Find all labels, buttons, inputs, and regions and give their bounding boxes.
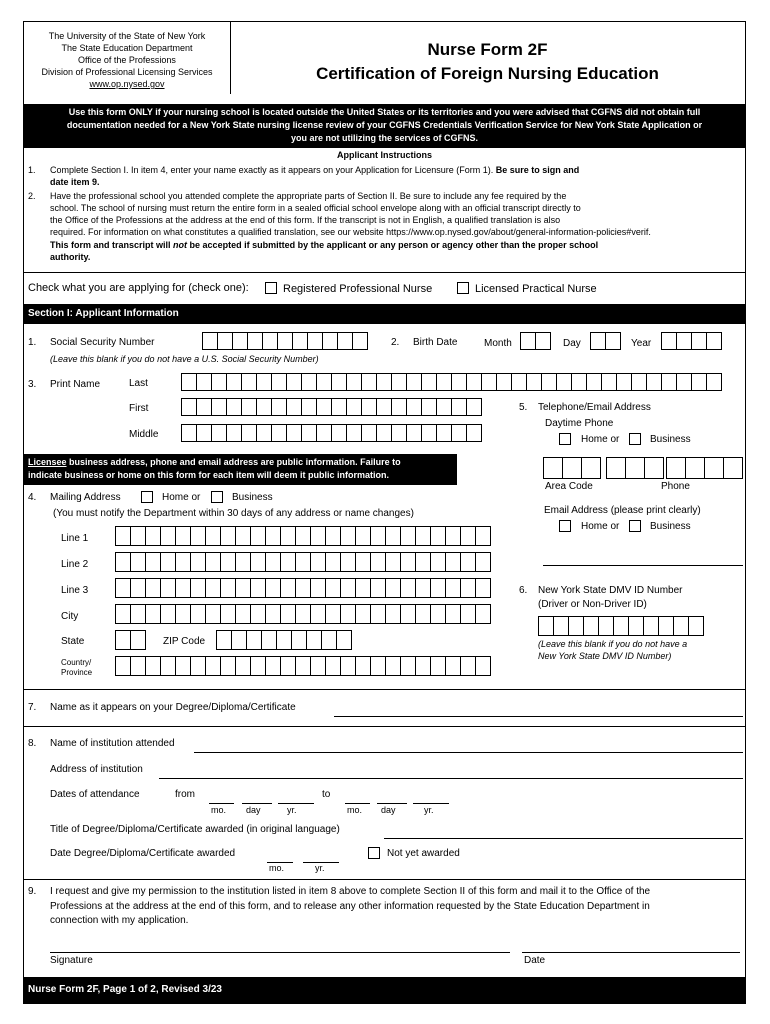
institution-address-label: Address of institution [50,764,143,775]
country-boxes[interactable] [115,656,490,676]
to-yr-label: yr. [424,805,434,815]
form-subtitle: Certification of Foreign Nursing Education [316,64,659,83]
name-number: 3. [28,379,37,390]
to-year-line[interactable] [413,803,449,804]
notice-line: you are not utilizing the services of CGFNS. [290,133,479,143]
email-home-checkbox[interactable] [559,520,571,532]
dmv-note: New York State DMV ID Number) [538,651,672,661]
address-line1-boxes[interactable] [115,526,490,546]
day-label: Day [563,338,581,349]
ssn-number: 1. [28,337,37,348]
dmv-note: (Leave this blank if you do not have a [538,639,688,649]
from-mo-label: mo. [211,805,227,815]
province-label: Province [61,668,93,677]
instruction-bold-part: Be sure to sign and [495,165,580,175]
degree-title-label: Title of Degree/Diploma/Certificate awarded (in original language) [50,824,340,835]
email-home-label: Home or [581,521,620,532]
form-page [23,21,746,1004]
phone-home-checkbox[interactable] [559,433,571,445]
degree-title-line[interactable] [384,838,743,839]
divider [24,272,745,273]
first-name-boxes[interactable] [181,398,481,416]
to-label: to [322,789,331,800]
institution-line[interactable] [194,752,743,753]
area-code-boxes[interactable] [543,457,600,479]
instruction-text: Have the professional school you attended complete the appropriate parts of Section II. Be sure to include any fee required by the [50,191,567,201]
not-yet-awarded-checkbox[interactable] [368,847,380,859]
to-month-line[interactable] [345,803,370,804]
signature-label: Signature [50,955,93,966]
daytime-phone-label: Daytime Phone [545,418,614,429]
dmv-label: New York State DMV ID Number [538,585,683,596]
instruction-number: 1. [28,165,36,175]
month-label: Month [484,338,512,349]
instruction-text: school. The school of nursing must return the entire form in a sealed official school envelope along with an official transcript directly to [50,203,581,213]
rn-checkbox[interactable] [265,282,277,294]
email-input-line[interactable] [543,565,743,566]
not-yet-awarded-label: Not yet awarded [387,848,460,859]
email-business-label: Business [650,521,691,532]
ssn-note: (Leave this blank if you do not have a U.S. Social Security Number) [50,354,319,364]
agency-header [24,22,231,94]
section1-heading: Section I: Applicant Information [28,308,179,319]
instruction-warning [50,240,598,251]
year-label: Year [631,338,652,349]
birth-month-boxes[interactable] [520,332,550,350]
mailing-home-checkbox[interactable] [141,491,153,503]
telephone-number: 5. [519,402,528,413]
birth-label: Birth Date [413,337,458,348]
footer-text: Nurse Form 2F, Page 1 of 2, Revised 3/23 [28,984,222,995]
signature-line[interactable] [50,952,510,953]
zip-boxes[interactable] [216,630,351,650]
from-day-label: day [246,805,261,815]
instruction-bold-part: date item 9. [50,177,100,187]
birth-day-boxes[interactable] [590,332,620,350]
phone-label: Phone [661,481,690,492]
dmv-number: 6. [519,585,528,596]
section1-heading-bar [24,304,745,324]
address-line2-label: Line 2 [61,559,89,570]
zip-label: ZIP Code [163,636,206,647]
dmv-sublabel: (Driver or Non-Driver ID) [538,599,647,610]
instruction-text-part: Complete Section I. In item 4, enter your name exactly as it appears on your Application for Licensure (Form 1). [50,165,494,175]
address-line1-label: Line 1 [61,533,89,544]
from-label: from [175,789,195,800]
country-label: Country/ [61,658,92,667]
warning-part: This form and transcript will [50,240,171,250]
instruction-number: 2. [28,191,36,201]
last-name-label: Last [129,378,148,389]
date-awarded-label: Date Degree/Diploma/Certificate awarded [50,848,236,859]
phone-business-label: Business [650,434,691,445]
to-mo-label: mo. [347,805,363,815]
notice-line: documentation needed for a New York State nursing license review of your CGFNS Credentials Verification Service for New York State Application or [66,120,703,130]
ssn-label: Social Security Number [50,337,155,348]
agency-line: Division of Professional Licensing Services [41,67,213,77]
rn-label: Registered Professional Nurse [283,283,433,295]
licensee-word: Licensee [28,457,67,467]
last-name-boxes[interactable] [181,373,721,391]
address-line3-label: Line 3 [61,585,89,596]
mailing-business-label: Business [232,492,273,503]
birth-year-boxes[interactable] [661,332,721,350]
applying-label: Check what you are applying for (check one): [28,282,249,294]
city-boxes[interactable] [115,604,490,624]
phone-business-checkbox[interactable] [629,433,641,445]
institution-label: Name of institution attended [50,738,175,749]
diploma-name-label: Name as it appears on your Degree/Diploma/Certificate [50,702,296,713]
awarded-mo-label: mo. [269,863,285,873]
item9-number: 9. [28,886,37,897]
agency-line: The University of the State of New York [48,31,206,41]
phone-prefix-boxes[interactable] [606,457,663,479]
birth-number: 2. [391,337,400,348]
diploma-name-line[interactable] [334,716,743,717]
attendance-label: Dates of attendance [50,789,140,800]
name-label: Print Name [50,379,101,390]
warning-part: be accepted if submitted by the applicant or any person or agency other than the proper school [189,240,599,250]
divider [24,726,745,727]
instruction-text: the Office of the Professions at the address at the end of this form. If the transcript is not in English, a qualified translation is also [50,215,561,225]
mailing-number: 4. [28,492,37,503]
permission-text: I request and give my permission to the institution listed in item 8 above to complete Section II of this form and mail it to the Office of the [50,886,651,897]
instruction-warning: authority. [50,252,91,262]
divider [24,689,745,690]
area-code-label: Area Code [545,481,593,492]
notice-line: Use this form ONLY if your nursing school is located outside the United States or its territories and you were advised that CGFNS did not obtain full [68,107,701,117]
instructions-heading: Applicant Instructions [336,150,432,160]
warning-not: not [173,240,188,250]
public-notice-line: indicate business or home on this form for each item will deem it public information. [28,470,390,480]
lpn-label: Licensed Practical Nurse [475,283,597,295]
ssn-input-boxes[interactable] [202,332,367,350]
divider [24,879,745,880]
middle-name-label: Middle [129,429,159,440]
date-line[interactable] [522,952,740,953]
dmv-id-boxes[interactable] [538,616,703,636]
city-label: City [61,611,79,622]
mailing-label: Mailing Address [50,492,121,503]
address-line3-boxes[interactable] [115,578,490,598]
email-label: Email Address (please print clearly) [544,505,701,516]
agency-website-link[interactable]: www.op.nysed.gov [89,79,165,89]
email-business-checkbox[interactable] [629,520,641,532]
mailing-home-label: Home or [162,492,201,503]
to-day-label: day [381,805,396,815]
instruction-text [50,165,579,176]
institution-address-line[interactable] [159,778,743,779]
eligibility-notice [24,104,745,148]
mailing-note: (You must notify the Department within 30 days of any address or name changes) [53,508,414,519]
public-notice-line [28,457,401,468]
permission-text: connection with my application. [50,915,189,926]
item7-number: 7. [28,702,37,713]
state-boxes[interactable] [115,630,145,650]
date-label: Date [524,955,546,966]
item8-number: 8. [28,738,37,749]
public-notice-part: business address, phone and email address are public information. Failure to [69,457,401,467]
mailing-business-checkbox[interactable] [211,491,223,503]
agency-line: Office of the Professions [78,55,176,65]
phone-home-label: Home or [581,434,620,445]
state-label: State [61,636,85,647]
public-info-notice [24,454,457,485]
lpn-checkbox[interactable] [457,282,469,294]
from-yr-label: yr. [287,805,297,815]
from-year-line[interactable] [278,803,314,804]
telephone-label: Telephone/Email Address [538,402,651,413]
phone-line-boxes[interactable] [666,457,742,479]
first-name-label: First [129,403,149,414]
instruction-text: required. For information on what constitutes a qualified translation, see our website https://www.op.nysed.gov/about/general-information-policies#verif. [50,227,651,237]
to-day-line[interactable] [377,803,407,804]
form-title: Nurse Form 2F [427,40,548,59]
awarded-yr-label: yr. [315,863,325,873]
agency-line: The State Education Department [61,43,193,53]
from-month-line[interactable] [209,803,234,804]
middle-name-boxes[interactable] [181,424,481,442]
from-day-line[interactable] [242,803,272,804]
address-line2-boxes[interactable] [115,552,490,572]
footer-bar [24,977,745,1003]
permission-text: Professions at the address at the end of this form, and to release any other information requested by the State Education Department in [50,901,650,912]
